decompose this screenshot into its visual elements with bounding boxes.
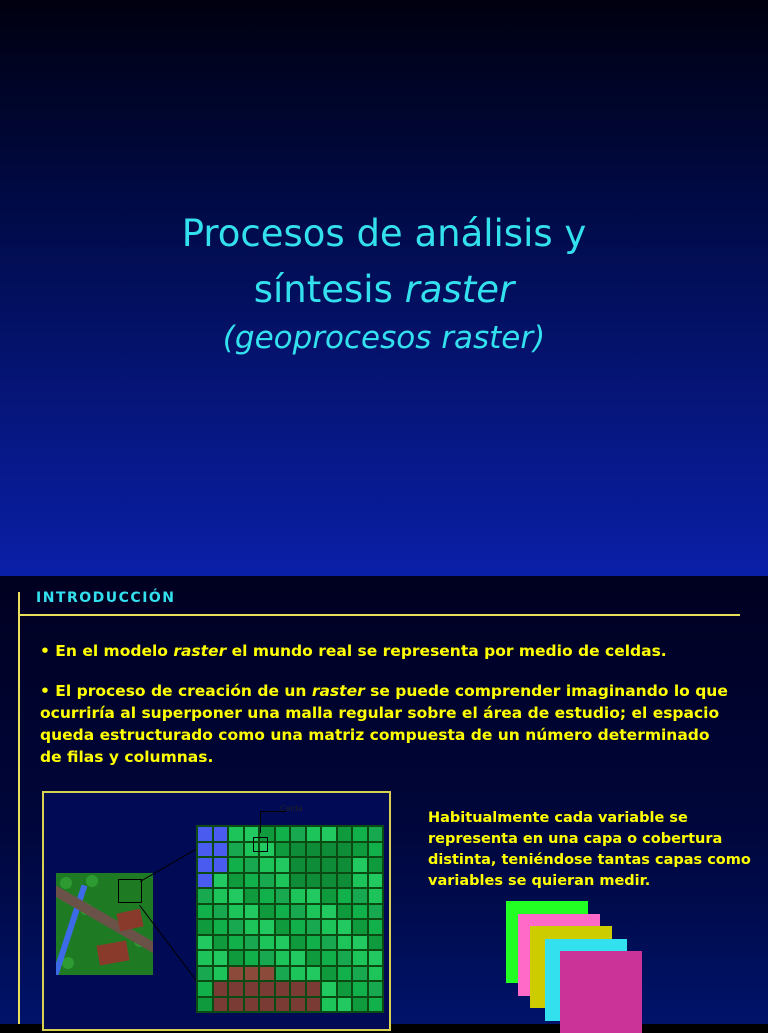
raster-cell [275, 950, 291, 966]
bullet-2-prefix: • El proceso de creación de un [40, 682, 312, 700]
raster-cell [259, 888, 275, 904]
raster-cell [368, 888, 384, 904]
raster-cell [275, 842, 291, 858]
raster-cell [290, 919, 306, 935]
raster-cell [259, 966, 275, 982]
content-slide [0, 576, 768, 1024]
raster-cell [228, 981, 244, 997]
raster-cell [228, 826, 244, 842]
raster-cell [321, 919, 337, 935]
raster-cell [244, 873, 260, 889]
raster-cell [352, 857, 368, 873]
raster-cell [321, 873, 337, 889]
celda-label: Celda [280, 804, 303, 813]
raster-cell [213, 873, 229, 889]
raster-cell [321, 826, 337, 842]
raster-cell [213, 904, 229, 920]
celda-highlight [253, 837, 268, 852]
raster-cell [352, 888, 368, 904]
building-shape [116, 909, 143, 932]
tree-shape [60, 877, 72, 889]
raster-cell [275, 904, 291, 920]
raster-cell [321, 950, 337, 966]
raster-cell [213, 950, 229, 966]
raster-cell [275, 919, 291, 935]
raster-cell [306, 966, 322, 982]
raster-cell [290, 997, 306, 1013]
raster-cell [306, 826, 322, 842]
raster-cell [197, 981, 213, 997]
raster-cell [228, 857, 244, 873]
raster-cell [352, 919, 368, 935]
raster-cell [244, 966, 260, 982]
raster-cell [259, 950, 275, 966]
tree-shape [86, 875, 98, 887]
raster-cell [337, 904, 353, 920]
bullet-2-suffix: se puede comprender imaginando lo que ocurriría al superponer una malla regular sobre el área de estudio; el espacio queda estructurado como una matriz compuesta de un número determinado de filas y columnas. [40, 682, 728, 766]
raster-cell [228, 919, 244, 935]
raster-cell [321, 904, 337, 920]
raster-cell [197, 888, 213, 904]
raster-cell [368, 873, 384, 889]
raster-cell [306, 888, 322, 904]
raster-cell [213, 826, 229, 842]
raster-cell [290, 935, 306, 951]
raster-cell [259, 857, 275, 873]
raster-cell [368, 826, 384, 842]
raster-figure [42, 791, 391, 1031]
raster-cell [352, 904, 368, 920]
raster-cell [213, 997, 229, 1013]
raster-cell [244, 950, 260, 966]
raster-cell [197, 826, 213, 842]
raster-cell [337, 981, 353, 997]
raster-cell [306, 950, 322, 966]
raster-cell [337, 997, 353, 1013]
raster-cell [197, 873, 213, 889]
raster-cell [244, 857, 260, 873]
layer-card-5 [560, 951, 642, 1033]
bullet-2 [40, 680, 730, 768]
vertical-rule [18, 592, 20, 1024]
raster-cell [337, 857, 353, 873]
raster-cell [368, 981, 384, 997]
raster-cell [290, 857, 306, 873]
raster-cell [337, 966, 353, 982]
raster-cell [228, 966, 244, 982]
raster-cell [213, 857, 229, 873]
raster-cell [259, 873, 275, 889]
raster-cell [368, 842, 384, 858]
raster-cell [228, 873, 244, 889]
raster-cell [275, 997, 291, 1013]
horizontal-rule [18, 614, 740, 616]
raster-cell [197, 997, 213, 1013]
raster-cell [321, 997, 337, 1013]
raster-cell [213, 966, 229, 982]
raster-cell [352, 981, 368, 997]
raster-cell [352, 826, 368, 842]
raster-cell [368, 904, 384, 920]
raster-cell [352, 950, 368, 966]
raster-cell [244, 997, 260, 1013]
raster-cell [352, 873, 368, 889]
raster-cell [306, 981, 322, 997]
title-line-2-plain: síntesis [253, 268, 405, 311]
raster-cell [259, 904, 275, 920]
raster-cell [306, 904, 322, 920]
raster-cell [290, 826, 306, 842]
raster-cell [213, 919, 229, 935]
raster-cell [197, 919, 213, 935]
raster-cell [228, 842, 244, 858]
raster-cell [306, 919, 322, 935]
raster-cell [290, 966, 306, 982]
raster-cell [244, 981, 260, 997]
raster-cell [368, 935, 384, 951]
raster-cell [290, 888, 306, 904]
raster-cell [213, 981, 229, 997]
raster-cell [306, 873, 322, 889]
raster-cell [368, 919, 384, 935]
tree-shape [62, 957, 74, 969]
raster-cell [228, 904, 244, 920]
raster-cell [244, 919, 260, 935]
raster-cell [290, 904, 306, 920]
layers-note: Habitualmente cada variable se representa en una capa o cobertura distinta, teniéndose tantas capas como variables se quieran medir. [428, 810, 751, 889]
raster-cell [275, 857, 291, 873]
raster-cell [306, 997, 322, 1013]
raster-cell [337, 950, 353, 966]
raster-cell [275, 966, 291, 982]
raster-cell [228, 888, 244, 904]
selection-square [118, 879, 142, 903]
raster-cell [337, 888, 353, 904]
raster-cell [321, 888, 337, 904]
raster-cell [275, 935, 291, 951]
raster-cell [197, 857, 213, 873]
raster-cell [228, 950, 244, 966]
raster-cell [244, 888, 260, 904]
raster-cell [244, 904, 260, 920]
raster-cell [337, 873, 353, 889]
title-line-2-italic: raster [404, 268, 515, 311]
raster-cell [306, 857, 322, 873]
celda-pointer-line [260, 811, 261, 833]
raster-cell [228, 935, 244, 951]
raster-cell [352, 997, 368, 1013]
raster-cell [244, 935, 260, 951]
raster-cell [321, 966, 337, 982]
title-line-2 [0, 268, 768, 311]
raster-cell [197, 842, 213, 858]
raster-cell [368, 857, 384, 873]
raster-cell [275, 981, 291, 997]
raster-cell [321, 842, 337, 858]
raster-cell [259, 935, 275, 951]
raster-cell [275, 873, 291, 889]
raster-cell [259, 997, 275, 1013]
raster-cell [306, 935, 322, 951]
raster-cell [197, 935, 213, 951]
raster-cell [352, 935, 368, 951]
subtitle: (geoprocesos raster) [222, 320, 546, 356]
raster-cell [213, 935, 229, 951]
raster-cell [337, 842, 353, 858]
aerial-map-image [56, 873, 153, 975]
raster-cell [337, 919, 353, 935]
raster-cell [275, 826, 291, 842]
raster-cell [321, 935, 337, 951]
raster-cell [306, 842, 322, 858]
bullet-1 [40, 640, 730, 662]
raster-cell [352, 842, 368, 858]
raster-cell [368, 997, 384, 1013]
bullet-1-italic: raster [173, 642, 227, 660]
raster-cell [321, 981, 337, 997]
raster-cell [368, 966, 384, 982]
title-line-1: Procesos de análisis y [181, 212, 587, 255]
bullet-2-italic: raster [311, 682, 365, 700]
raster-cell [290, 873, 306, 889]
raster-cell [197, 950, 213, 966]
raster-cell [213, 842, 229, 858]
raster-cell [337, 826, 353, 842]
bullet-1-prefix: • En el modelo [40, 642, 174, 660]
raster-cell [228, 997, 244, 1013]
raster-cell [275, 888, 291, 904]
raster-cell [337, 935, 353, 951]
building-shape [96, 941, 129, 966]
section-heading: INTRODUCCIÓN [36, 590, 176, 606]
raster-cell [368, 950, 384, 966]
raster-cell [213, 888, 229, 904]
raster-cell [352, 966, 368, 982]
raster-cell [197, 966, 213, 982]
raster-cell [290, 981, 306, 997]
raster-cell [290, 842, 306, 858]
raster-grid [196, 825, 384, 1013]
raster-cell [197, 904, 213, 920]
raster-cell [259, 981, 275, 997]
raster-cell [259, 919, 275, 935]
bullet-1-suffix: el mundo real se representa por medio de celdas. [226, 642, 667, 660]
raster-cell [321, 857, 337, 873]
raster-cell [290, 950, 306, 966]
